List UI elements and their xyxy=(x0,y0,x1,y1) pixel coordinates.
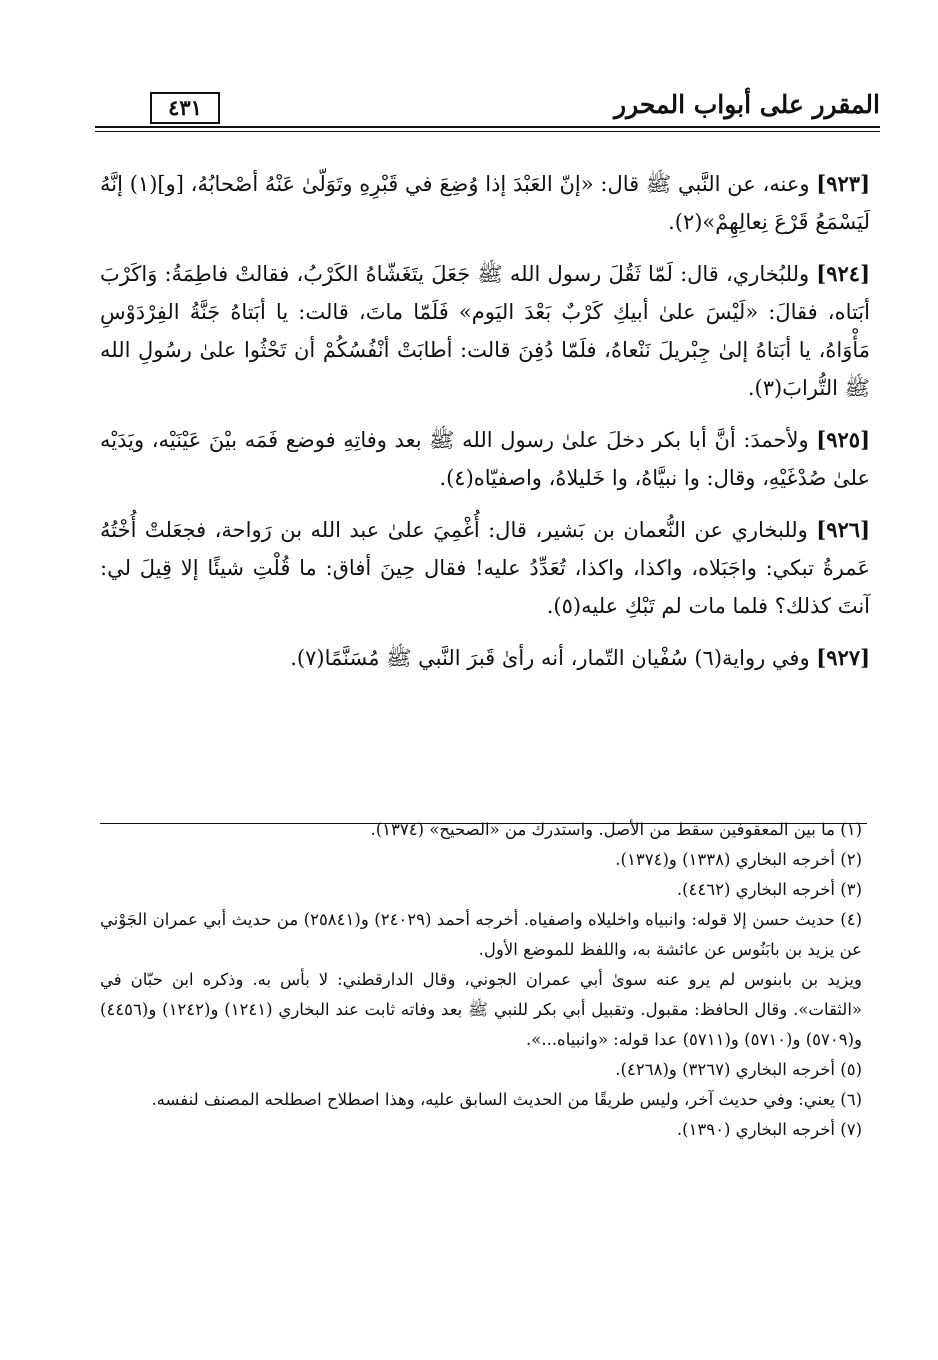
hadith-number: [٩٢٤] xyxy=(816,261,870,286)
hadith-number: [٩٢٣] xyxy=(816,171,871,196)
page-number: ٤٣١ xyxy=(150,92,220,124)
hadith-text: وعنه، عن النَّبي ﷺ قال: «إنّ العَبْدَ إذا وُضِعَ في قَبْرِهِ وتَوَلّىٰ عَنْهُ أصْحابُهُ، [و](١) إنَّهُ لَيَسْمَعُ قَرْعَ نِعالِهِمْ»(٢). xyxy=(100,172,870,234)
header-rule-thin xyxy=(95,131,880,132)
footnote-3: (٣) أخرجه البخاري (٤٤٦٢). xyxy=(676,880,862,899)
hadith-926 xyxy=(100,511,870,625)
hadith-number: [٩٢٦] xyxy=(816,517,870,542)
hadith-number: [٩٢٧] xyxy=(816,645,870,670)
footnote-4-continued: ويزيد بن بابنوس لم يرو عنه سوىٰ أبي عمران الجوني، وقال الدارقطني: لا بأس به. وذكره ابن حبّان في «الثقات». وقال الحافظ: مقبول. وتقبيل أبي بكر للنبي ﷺ بعد وفاته ثابت عند البخاري (١٢٤١) و(١٢٤٢) و(٤٤٥٦) و(٥٧٠٩) و(٥٧١٠) و(٥٧١١) عدا قوله: «وانبياه...». xyxy=(100,970,862,1049)
footnote-4: (٤) حديث حسن إلا قوله: وانبياه واخليلاه واصفياه. أخرجه أحمد (٢٤٠٢٩) و(٢٥٨٤١) من حديث أبي عمران الجَوْني عن يزيد بن بابَنُوس عن عائشة به، واللفظ للموضع الأول. xyxy=(100,910,863,959)
footnote-1: (١) ما بين المعقوفين سقط من الأصل. واستدرك من «الصحيح» (١٣٧٤). xyxy=(370,820,862,839)
footnote-5: (٥) أخرجه البخاري (٣٢٦٧) و(٤٢٦٨). xyxy=(615,1060,862,1079)
hadith-text: وفي رواية(٦) سُفْيان التّمار، أنه رأىٰ قَبرَ النَّبي ﷺ مُسَنَّمًا(٧). xyxy=(290,646,817,670)
footnote-6: (٦) يعني: وفي حديث آخر، وليس طريقًا من الحديث السابق عليه، وهذا اصطلاح اصطلحه المصنف لنفسه. xyxy=(151,1090,862,1109)
hadith-text: وللبخاري عن النُّعمان بن بَشير، قال: أُغْمِيَ علىٰ عبد الله بن رَواحة، فجعَلتْ أُخْتُهُ عَمرةُ تبكي: واجَبَلاه، واكذا، واكذا، تُعَدِّدُ عليه! فقال حِينَ أفاق: ما قُلْتِ شيئًا إلا قِيلَ لي: آنتَ كذلك؟ فلما مات لم تَبْكِ عليه(٥). xyxy=(100,518,870,618)
running-title: المقرر على أبواب المحرر xyxy=(614,90,880,119)
hadith-925 xyxy=(100,421,870,497)
hadith-text: وللبُخاري، قال: لَمّا ثَقُلَ رسول الله ﷺ جَعَلَ يتَغَشّاهُ الكَرْبُ، فقالتْ فاطِمَةُ: وَاكَرْبَ أبَتاه، فقالَ: «لَيْسَ علىٰ أبيكِ كَرْبٌ بَعْدَ اليَوم» فَلَمّا ماتَ، قالت: يا أبَتاهُ جَنَّةُ الفِرْدَوْسِ مَأْوَاهُ، يا أبَتاهُ إلىٰ جِبْريلَ نَنْعاهُ، فلَمّا دُفِنَ قالت: أطابَتْ أنْفُسُكُمْ أن تَحْثُوا علىٰ رسُولِ الله ﷺ التُّرابَ(٣). xyxy=(100,262,870,400)
page-header xyxy=(95,90,880,130)
footnotes xyxy=(100,815,862,1145)
footnote-2: (٢) أخرجه البخاري (١٣٣٨) و(١٣٧٤). xyxy=(615,850,862,869)
hadith-924 xyxy=(100,255,870,407)
main-text xyxy=(100,165,870,691)
hadith-927 xyxy=(100,639,870,677)
header-rule xyxy=(95,126,880,128)
hadith-number: [٩٢٥] xyxy=(816,427,870,452)
footnote-7: (٧) أخرجه البخاري (١٣٩٠). xyxy=(676,1120,862,1139)
hadith-923 xyxy=(100,165,870,241)
hadith-text: ولأحمدَ: أنَّ أبا بكر دخلَ علىٰ رسول الله ﷺ بعد وفاتِهِ فوضع فَمَه بيْنَ عَيْنَيْه، ويَدَيْه علىٰ صُدْغَيْهِ، وقال: وا نبيَّاهُ، وا خَليلاهُ، واصفيّاه(٤). xyxy=(100,428,870,490)
